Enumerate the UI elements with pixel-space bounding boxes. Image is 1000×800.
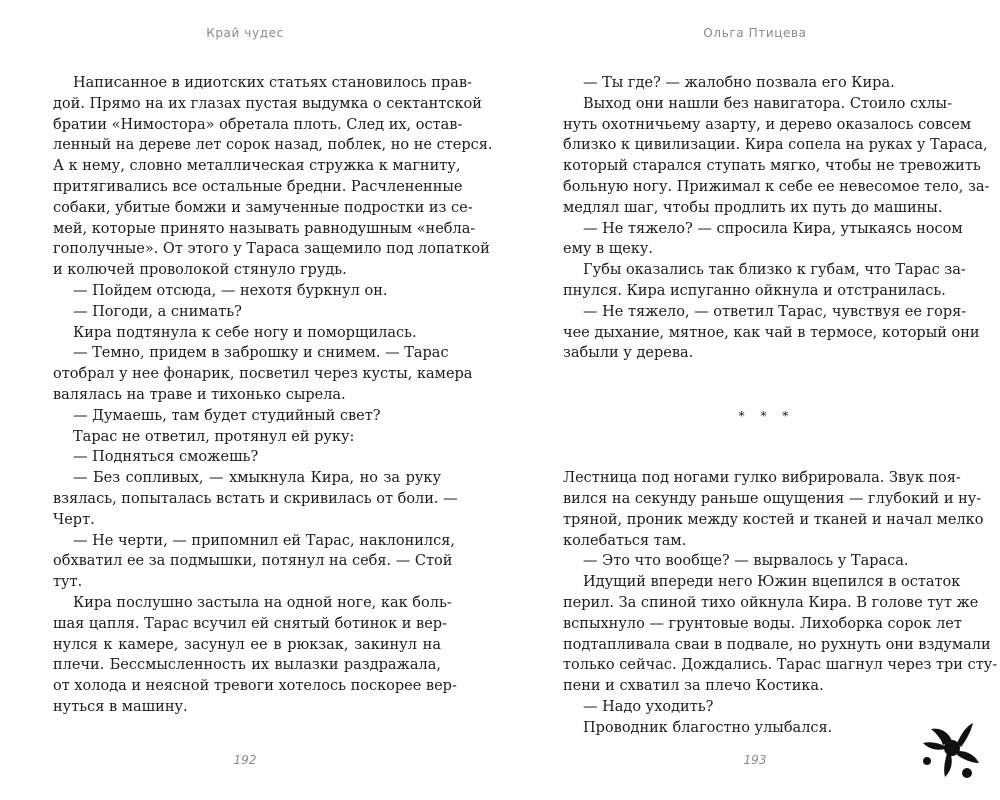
text-line: — Без сопливых, — хмыкнула Кира, но за руку	[73, 470, 441, 487]
text-line: колебаться там.	[563, 532, 687, 549]
blank-line	[563, 447, 952, 468]
text-line: Лестница под ногами гулко вибрировала. Звук поя-	[563, 470, 961, 487]
text-line: тряной, проник между костей и тканей и начал мелко	[563, 511, 984, 528]
text-line: Тарас не ответил, протянул ей руку:	[73, 428, 355, 445]
text-line: — Это что вообще? — вырвалось у Тараса.	[583, 553, 909, 570]
running-header-right: Ольга Птицева	[703, 26, 807, 40]
text-line: вился на секунду раньше ощущения — глубокий и ну-	[563, 490, 982, 507]
text-line: подтапливала сваи в подвале, но рухнуть они вздумали	[563, 636, 991, 653]
text-line: чее дыхание, мятное, как чай в термосе, который они	[563, 324, 980, 341]
text-line: — Ты где? — жалобно позвала его Кира.	[583, 75, 895, 91]
text-line: шая цапля. Тарас всучил ей снятый ботинок и вер-	[53, 615, 447, 632]
text-line: ему в щеку.	[563, 241, 654, 258]
text-line: перил. За спиной тихо ойкнула Кира. В голове тут же	[563, 594, 979, 611]
right-page-text	[563, 73, 998, 739]
text-line: Кира послушно застыла на одной ноге, как боль-	[73, 594, 452, 611]
text-line: Кира подтянула к себе ногу и поморщилась.	[73, 324, 417, 341]
text-line: — Не тяжело, — ответил Тарас, чувствуя ее горя-	[583, 303, 967, 320]
text-line: — Пойдем отсюда, — нехотя буркнул он.	[73, 282, 388, 299]
text-line: и колючей проволокой стянуло грудь.	[53, 262, 347, 279]
text-line: нуть охотничьему азарту, и дерево оказалось совсем	[563, 116, 972, 133]
text-line: братии «Нимостора» обретала плоть. След их, остав-	[53, 116, 463, 133]
running-header-left: Край чудес	[206, 26, 284, 40]
text-line: гополучные». От этого у Тараса защемило под лопаткой	[53, 241, 490, 258]
text-line: притягивались все остальные бредни. Расчлененные	[53, 178, 463, 195]
section-break: * * *	[738, 408, 795, 423]
text-line: пени и схватил за плечо Костика.	[563, 678, 824, 695]
text-line: взялась, попыталась встать и скривилась от боли. —	[53, 490, 458, 507]
text-line: Идущий впереди него Южин вцепился в остаток	[583, 574, 961, 591]
text-line: забыли у дерева.	[563, 345, 694, 362]
text-line: — Надо уходить?	[583, 698, 714, 715]
text-line: Написанное в идиотских статьях становилось прав-	[73, 75, 472, 91]
text-line: — Думаешь, там будет студийный свет?	[73, 407, 381, 424]
text-line: Губы оказались так близко к губам, что Тарас за-	[583, 262, 966, 279]
text-line: ленный на дереве лет сорок назад, поблек, но не стерся.	[53, 137, 493, 154]
text-line: близко к цивилизации. Кира сопела на руках у Тараса,	[563, 137, 988, 154]
text-line: медлял шаг, чтобы продлить их путь до машины.	[563, 199, 943, 216]
left-page-text	[53, 73, 493, 718]
text-block-after-break	[563, 468, 998, 738]
blank-line	[563, 385, 952, 406]
text-line: — Не тяжело? — спросила Кира, утыкаясь носом	[583, 220, 963, 237]
text-line: валялась на траве и тихонько сырела.	[53, 386, 346, 403]
text-line: пнулся. Кира испуганно ойкнула и отстранилась.	[563, 282, 946, 299]
text-line: — Погоди, а снимать?	[73, 303, 242, 320]
page-number-left: 192	[233, 753, 257, 767]
text-line: отобрал у нее фонарик, посветил через кусты, камера	[53, 366, 473, 383]
text-line: от холода и неясной тревоги хотелось поскорее вер-	[53, 678, 457, 695]
text-line: — Не черти, — припомнил ей Тарас, наклонился,	[73, 532, 456, 549]
text-line: тут.	[53, 574, 83, 591]
text-line: плечи. Бессмысленность их вылазки раздражала,	[53, 657, 441, 674]
text-line: — Темно, придем в заброшку и снимем. — Тарас	[73, 345, 449, 362]
publisher-logo-icon	[921, 717, 983, 779]
blank-line	[563, 427, 952, 448]
text-line: Проводник благостно улыбался.	[583, 719, 833, 736]
text-line: дой. Прямо на их глазах пустая выдумка о сектантской	[53, 95, 482, 112]
text-line: А к нему, словно металлическая стружка к магниту,	[53, 158, 461, 175]
text-block-before-break	[563, 73, 990, 364]
right-page	[500, 0, 1000, 800]
text-line: вспыхнуло — грунтовые воды. Лихоборка сорок лет	[563, 615, 962, 632]
text-line: Выход они нашли без навигатора. Стоило схлы-	[583, 95, 952, 112]
text-line: который старался ступать мягко, чтобы не тревожить	[563, 158, 981, 175]
text-line: только сейчас. Дождались. Тарас шагнул через три сту-	[563, 657, 998, 674]
text-line: нуться в машину.	[53, 698, 188, 715]
text-line: больную ногу. Прижимал к себе ее невесомое тело, за-	[563, 178, 990, 195]
blank-line	[563, 364, 952, 385]
text-line: собаки, убитые бомжи и замученные подростки из се-	[53, 199, 473, 216]
text-line: — Подняться сможешь?	[73, 449, 259, 466]
text-line: Черт.	[53, 511, 95, 528]
text-line: нулся к камере, засунул ее в рюкзак, закинул на	[53, 636, 441, 653]
page-number-right: 193	[743, 753, 767, 767]
text-line: мей, которые принято называть равнодушным «небла-	[53, 220, 476, 237]
text-line: обхватил ее за подмышки, потянул на себя. — Стой	[53, 553, 453, 570]
